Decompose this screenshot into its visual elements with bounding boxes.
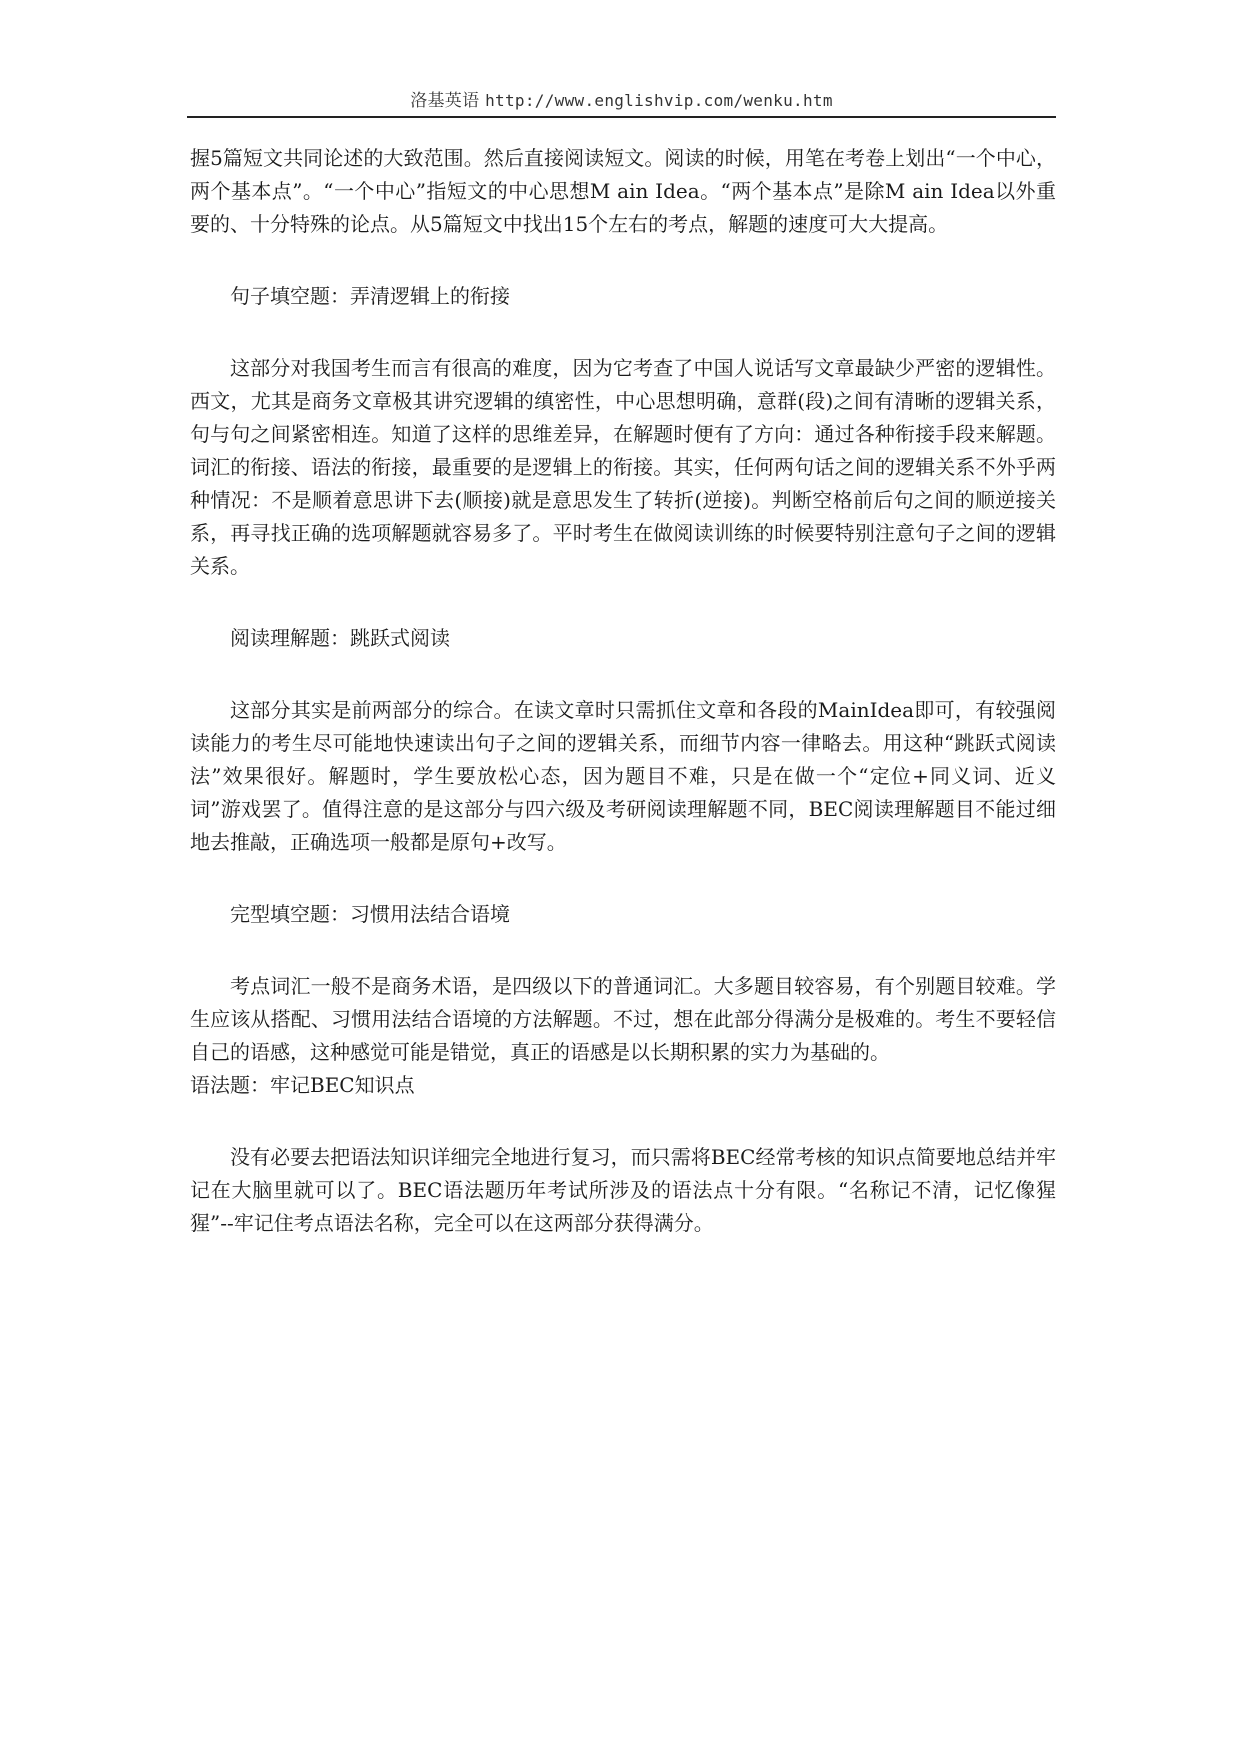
paragraph-reading-comprehension: 这部分其实是前两部分的综合。在读文章时只需抓住文章和各段的MainIdea即可，有较强阅读能力的考生尽可能地快速读出句子之间的逻辑关系，而细节内容一律略去。用这种“跳跃式阅读法”效果很好。解题时，学生要放松心态，因为题目不难，只是在做一个“定位+同义词、近义词”游戏罢了。值得注意的是这部分与四六级及考研阅读理解题不同，BEC阅读理解题目不能过细地去推敲，正确选项一般都是原句+改写。 bbox=[190, 698, 1056, 854]
section-heading-reading-comprehension: 阅读理解题：跳跃式阅读 bbox=[230, 626, 450, 650]
site-name: 洛基英语 bbox=[410, 91, 480, 111]
section-heading-grammar: 语法题：牢记BEC知识点 bbox=[190, 1073, 415, 1097]
site-url[interactable]: http://www.englishvip.com/wenku.htm bbox=[485, 91, 833, 110]
page-header bbox=[187, 90, 1056, 112]
section-heading-cloze: 完型填空题：习惯用法结合语境 bbox=[230, 902, 510, 926]
paragraph-cloze: 考点词汇一般不是商务术语，是四级以下的普通词汇。大多题目较容易，有个别题目较难。学生应该从搭配、习惯用法结合语境的方法解题。不过，想在此部分得满分是极难的。考生不要轻信自己的语感，这种感觉可能是错觉，真正的语感是以长期积累的实力为基础的。 bbox=[190, 974, 1056, 1064]
paragraph-sentence-completion: 这部分对我国考生而言有很高的难度，因为它考查了中国人说话写文章最缺少严密的逻辑性。西文，尤其是商务文章极其讲究逻辑的缜密性，中心思想明确，意群(段)之间有清晰的逻辑关系，句与句之间紧密相连。知道了这样的思维差异，在解题时便有了方向：通过各种衔接手段来解题。词汇的衔接、语法的衔接，最重要的是逻辑上的衔接。其实，任何两句话之间的逻辑关系不外乎两种情况：不是顺着意思讲下去(顺接)就是意思发生了转折(逆接)。判断空格前后句之间的顺逆接关系，再寻找正确的选项解题就容易多了。平时考生在做阅读训练的时候要特别注意句子之间的逻辑关系。 bbox=[190, 356, 1056, 578]
section-heading-sentence-completion: 句子填空题：弄清逻辑上的衔接 bbox=[230, 284, 510, 308]
header-divider bbox=[187, 116, 1056, 118]
paragraph-grammar: 没有必要去把语法知识详细完全地进行复习，而只需将BEC经常考核的知识点简要地总结并牢记在大脑里就可以了。BEC语法题历年考试所涉及的语法点十分有限。“名称记不清，记忆像猩猩”--牢记住考点语法名称，完全可以在这两部分获得满分。 bbox=[190, 1145, 1056, 1235]
paragraph-main-idea: 握5篇短文共同论述的大致范围。然后直接阅读短文。阅读的时候，用笔在考卷上划出“一个中心，两个基本点”。“一个中心”指短文的中心思想M ain Idea。“两个基本点”是除M ain Idea以外重要的、十分特殊的论点。从5篇短文中找出15个左右的考点，解题的速度可大大提高。 bbox=[190, 146, 1056, 236]
document-body bbox=[190, 142, 1056, 1240]
